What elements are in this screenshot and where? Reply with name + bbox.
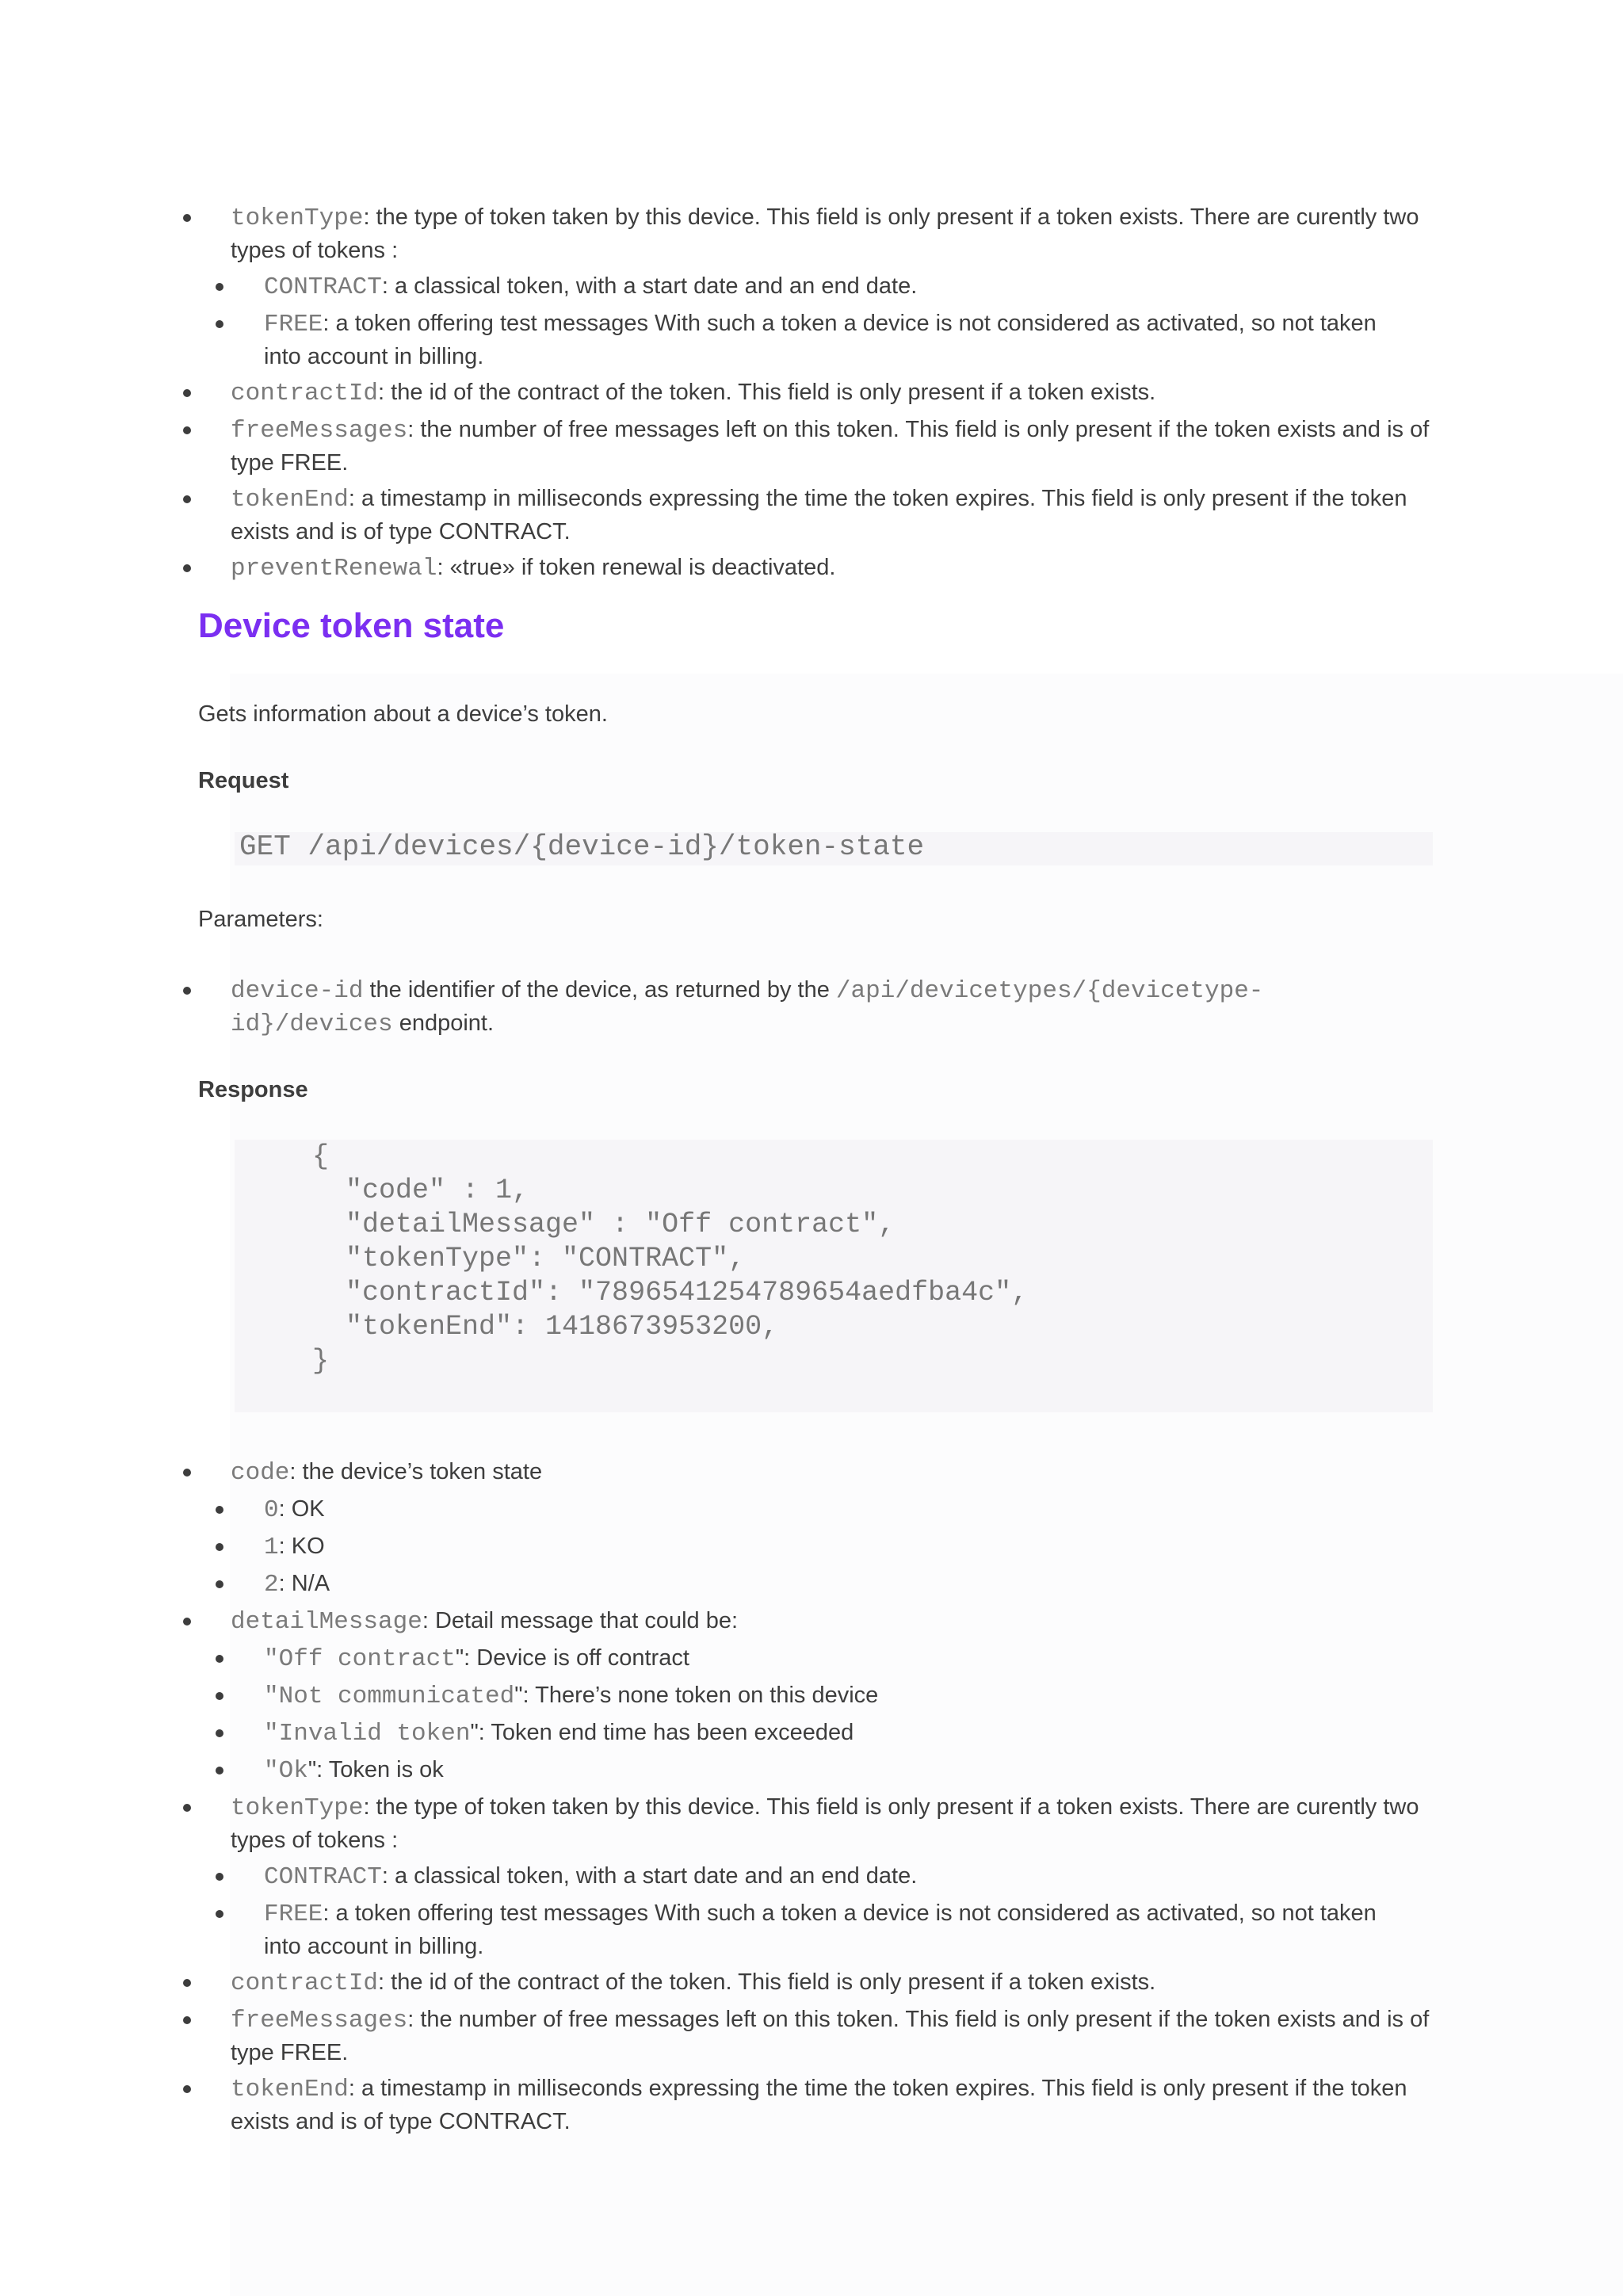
field-description: : the type of token taken by this device. This field is only present if a token exists. There are curently two types of tokens : (231, 1794, 1419, 1853)
field-name: Invalid token (278, 1720, 471, 1748)
response-line: } (312, 1345, 330, 1377)
field-description: : the id of the contract of the token. This field is only present if a token exists. (378, 1969, 1156, 1995)
parameter-desc: the identifier of the device, as returned by the (363, 977, 836, 1003)
field-description: : a classical token, with a start date and an end date. (381, 273, 918, 299)
field-name: Ok (278, 1757, 308, 1785)
field-description: : the number of free messages left on this token. This field is only present if the token exists and is of type FREE. (231, 417, 1430, 476)
sub-list-item (0, 1717, 1389, 1750)
list-item (0, 1791, 1435, 1856)
field-name: tokenType (231, 204, 364, 232)
parameter-endpoint-a: /api/devicetypes/{devicetype- (835, 977, 1264, 1005)
field-description: : a timestamp in milliseconds expressing the time the token expires. This field is only present if the token exists and is of type CONTRACT. (231, 486, 1407, 544)
parameter-endpoint-b: id}/devices (231, 1010, 393, 1038)
response-line: "detailMessage" : "Off contract", (312, 1209, 896, 1240)
sub-list-item (0, 1642, 1389, 1675)
field-name: tokenType (231, 1794, 364, 1822)
list-item (0, 376, 1435, 410)
response-label: Response (198, 1077, 308, 1102)
field-name: preventRenewal (231, 555, 437, 583)
list-item (0, 483, 1435, 548)
field-name: CONTRACT (264, 1863, 382, 1891)
field-description: : N/A (278, 1571, 330, 1596)
sub-list-item (0, 1860, 1389, 1893)
field-name: Not communicated (278, 1683, 515, 1710)
field-description: ": Device is off contract (455, 1645, 689, 1671)
field-description: ": Token end time has been exceeded (470, 1720, 854, 1745)
quote-mark: " (264, 1720, 279, 1748)
field-description: : a classical token, with a start date and an end date. (381, 1863, 918, 1889)
section-intro: Gets information about a device’s token. (198, 701, 608, 727)
sub-list-item (0, 1897, 1389, 1962)
field-description: : the number of free messages left on this token. This field is only present if the token exists and is of type FREE. (231, 2007, 1430, 2065)
field-description: : a token offering test messages With such a token a device is not considered as activated, so not taken into account in billing. (264, 1901, 1377, 1959)
field-list-bottom (0, 1456, 1623, 2141)
list-item (0, 1456, 1435, 1489)
response-line: { (312, 1140, 330, 1172)
sub-list-item (0, 1568, 1389, 1601)
response-line: "code" : 1, (312, 1175, 529, 1206)
field-list-top (0, 201, 1623, 589)
field-description: ": Token is ok (307, 1757, 444, 1782)
list-item (0, 2073, 1435, 2137)
field-name: freeMessages (231, 417, 408, 445)
field-description: : a timestamp in milliseconds expressing the time the token expires. This field is only present if the token exists and is of type CONTRACT. (231, 2076, 1407, 2134)
response-line: "tokenEnd": 1418673953200, (312, 1311, 779, 1343)
field-name: freeMessages (231, 2007, 408, 2034)
field-description: : KO (278, 1534, 325, 1559)
parameter-name: device-id (231, 977, 364, 1005)
field-name: tokenEnd (231, 486, 349, 514)
field-name: contractId (231, 380, 379, 407)
section-title: Device token state (198, 606, 505, 645)
parameters-label: Parameters: (198, 907, 323, 932)
sub-list-item (0, 1754, 1389, 1787)
field-name: contractId (231, 1969, 379, 1997)
field-description: : the device’s token state (289, 1459, 543, 1484)
sub-list-item (0, 1679, 1389, 1713)
list-item (0, 201, 1435, 266)
response-line: "tokenType": "CONTRACT", (312, 1243, 746, 1274)
list-item (0, 552, 1435, 585)
field-name: Off contract (278, 1645, 456, 1673)
list-item (0, 414, 1435, 479)
parameter-list (0, 974, 1623, 1041)
sub-list-item (0, 1493, 1389, 1526)
field-name: CONTRACT (264, 273, 382, 301)
parameter-item (0, 974, 1435, 1041)
sub-list-item (0, 1530, 1389, 1564)
sub-list-item (0, 308, 1389, 372)
request-endpoint: GET /api/devices/{device-id}/token-state (239, 831, 925, 863)
parameter-desc-end: endpoint. (392, 1010, 495, 1036)
field-name: code (231, 1459, 290, 1487)
quote-mark: " (264, 1683, 279, 1710)
request-label: Request (198, 768, 289, 793)
sub-list-item (0, 270, 1389, 304)
response-line: "contractId": "7896541254789654aedfba4c", (312, 1277, 1029, 1308)
field-description: : «true» if token renewal is deactivated. (437, 555, 836, 580)
field-name: 0 (264, 1496, 279, 1524)
field-name: detailMessage (231, 1608, 422, 1636)
field-name: tokenEnd (231, 2076, 349, 2103)
quote-mark: " (264, 1645, 279, 1673)
field-description: : OK (278, 1496, 325, 1522)
field-description: : Detail message that could be: (422, 1608, 739, 1633)
quote-mark: " (264, 1757, 279, 1785)
list-item (0, 1966, 1435, 2000)
field-name: FREE (264, 1901, 323, 1928)
field-name: FREE (264, 311, 323, 338)
field-description: : the type of token taken by this device. This field is only present if a token exists. There are curently two types of tokens : (231, 204, 1419, 263)
field-description: : a token offering test messages With such a token a device is not considered as activated, so not taken into account in billing. (264, 311, 1377, 369)
list-item (0, 1605, 1435, 1638)
list-item (0, 2004, 1435, 2069)
field-name: 2 (264, 1571, 279, 1599)
field-description: : the id of the contract of the token. This field is only present if a token exists. (378, 380, 1156, 405)
field-description: ": There’s none token on this device (514, 1683, 879, 1708)
field-name: 1 (264, 1534, 279, 1561)
